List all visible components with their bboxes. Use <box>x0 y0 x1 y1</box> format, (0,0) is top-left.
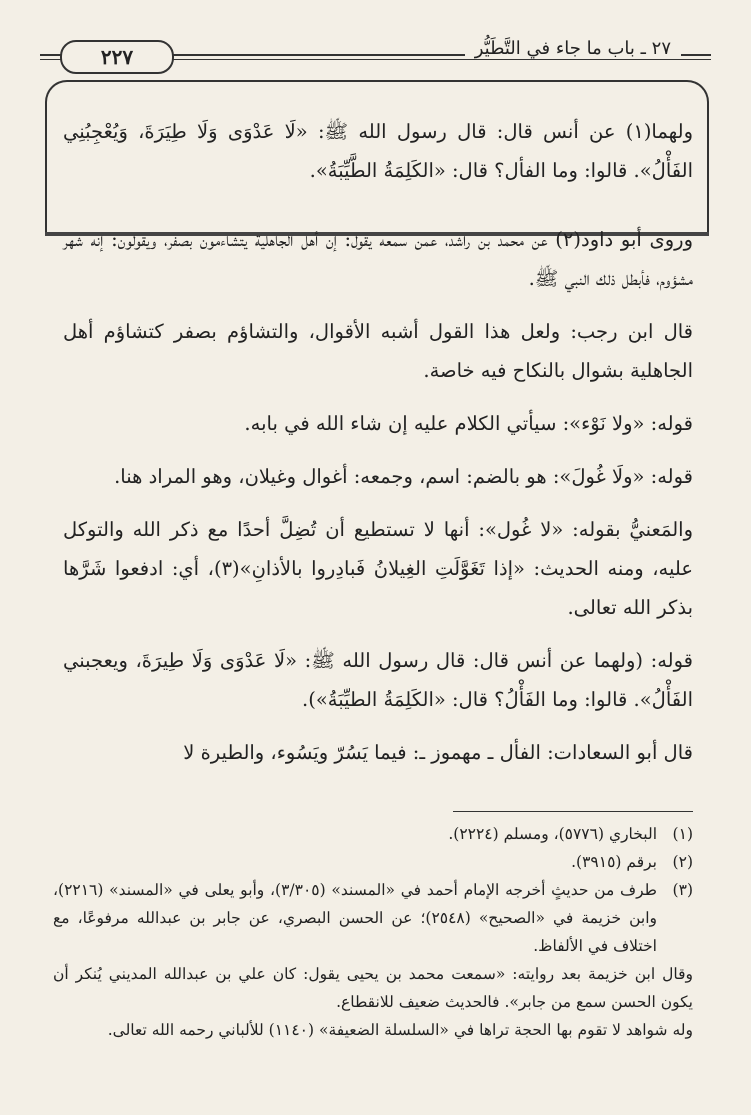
footnote-number: (٣) <box>672 881 693 899</box>
footnote-2 <box>53 848 693 876</box>
footnote-number: (٢) <box>672 853 693 871</box>
page-header <box>40 36 711 82</box>
footnote-3-continuation-2: وله شواهد لا تقوم بها الحجة تراها في «السلسلة الضعيفة» (١١٤٠) للألباني رحمه الله تعالى. <box>107 1021 693 1039</box>
footnote-text: برقم (٣٩١٥). <box>571 853 657 871</box>
footnotes <box>53 820 693 1044</box>
paragraph-hadith-anas: ولهما(١) عن أنس قال: قال رسول الله ﷺ: «لَا عَدْوَى وَلَا طِيَرَةَ، وَيُعْجِبُنِي الفَأْلُ». قالوا: وما الفأل؟ قال: «الكَلِمَةُ الطَّيِّبَةُ». <box>63 120 693 182</box>
footnote-separator <box>453 811 693 812</box>
paragraph-naw: قوله: «ولا نَوْء»: سيأتي الكلام عليه إن شاء الله في بابه. <box>244 412 693 435</box>
footnote-text: البخاري (٥٧٧٦)، ومسلم (٢٢٢٤). <box>448 825 657 843</box>
footnote-1 <box>53 820 693 848</box>
footnote-text: طرف من حديثٍ أخرجه الإمام أحمد في «المسند» (٣/٣٠٥)، وأبو يعلى في «المسند» (٢٢١٦)، وابن خزيمة في «الصحيح» (٢٥٤٨)؛ عن الحسن البصري، عن جابر بن عبدالله مرفوعًا، مع اختلاف في الألفاظ. <box>53 881 657 955</box>
paragraph-ghoul: قوله: «ولَا غُولَ»: هو بالضم: اسم، وجمعه: أغوال وغيلان، وهو المراد هنا. <box>114 465 693 488</box>
paragraph-ibn-rajab: قال ابن رجب: ولعل هذا القول أشبه الأقوال، والتشاؤم بصفر كتشاؤم أهل الجاهلية بشوال بالنكاح فيه خاصة. <box>63 320 693 382</box>
page-number: ٢٢٧ <box>60 40 174 74</box>
footnote-number: (١) <box>672 825 693 843</box>
paragraph-ghoul-meaning: والمَعنيُّ بقوله: «لا غُول»: أنها لا تستطيع أن تُضِلَّ أحدًا مع ذكر الله والتوكل عليه، ومنه الحديث: «إذا تَغَوَّلَتِ الغِيلانُ فَبادِروا بالأذانِ»(٣)، أي: ادفعوا شَرَّها بذكر الله تعالى. <box>63 518 693 619</box>
footnote-3 <box>53 876 693 960</box>
paragraph-abu-dawud: وروى أبو داود(٢) عن محمد بن راشد، عمن سمعه يقول: إن أهل الجاهلية يتشاءمون بصفر، ويقولون: إنه شهر مشؤوم، فأبطل ذلك النبي ﷺ. <box>63 228 694 290</box>
main-text <box>63 112 693 772</box>
paragraph-abu-saadat: قال أبو السعادات: الفأل ـ مهموز ـ: فيما يَسُرّ ويَسُوء، والطيرة لا <box>183 741 693 764</box>
footnote-3-continuation-1: وقال ابن خزيمة بعد روايته: «سمعت محمد بن يحيى يقول: كان علي بن عبدالله المديني يُنكر أن يكون الحسن سمع من جابر». فالحديث ضعيف للانقطاع. <box>53 965 693 1011</box>
chapter-title: ٢٧ ـ باب ما جاء في التَّطَيُّر <box>465 38 681 59</box>
paragraph-commentary-anas: قوله: (ولهما عن أنس قال: قال رسول الله ﷺ: «لَا عَدْوَى وَلَا طِيرَةَ، ويعجبني الفَأْلُ». قالوا: وما الفَأْلُ؟ قال: «الكَلِمَةُ الطيِّبَةُ»). <box>63 649 693 711</box>
